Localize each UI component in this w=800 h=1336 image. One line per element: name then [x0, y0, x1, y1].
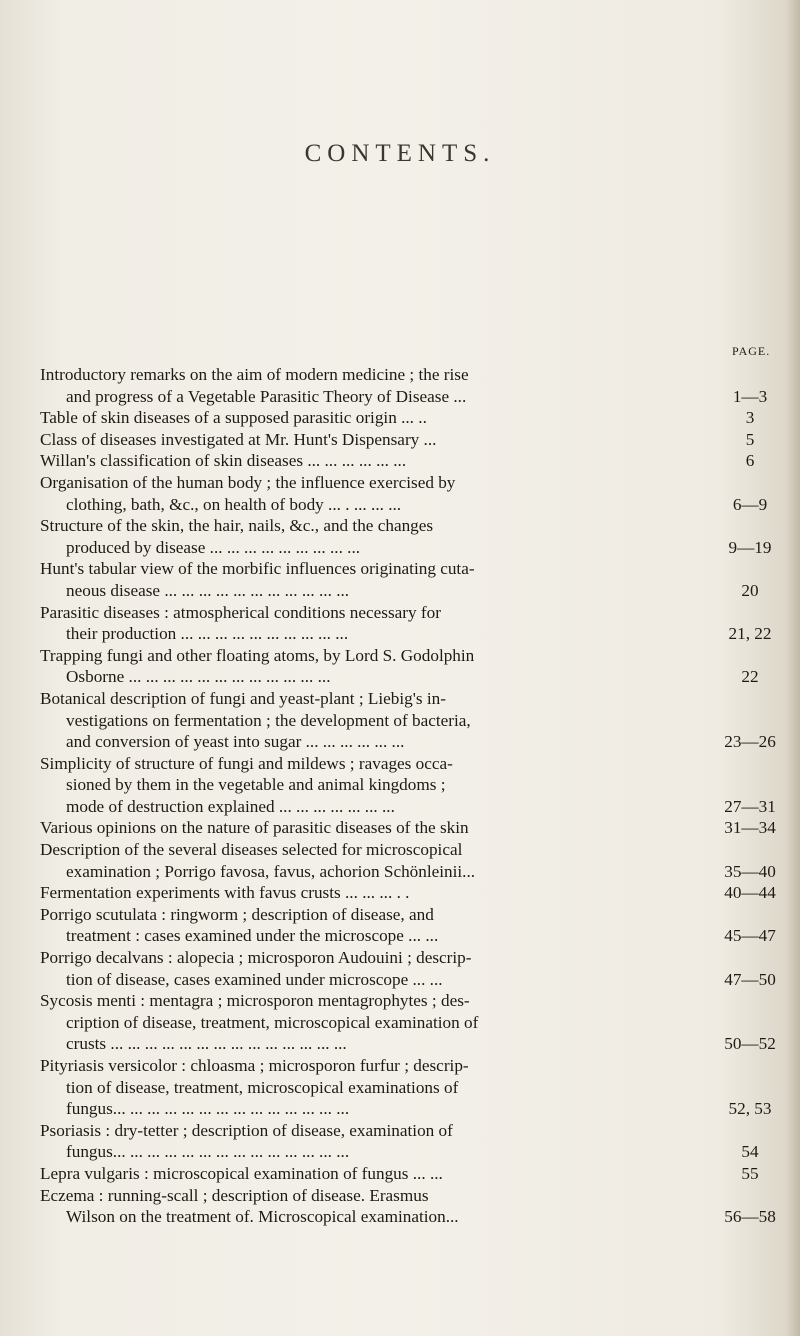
toc-entry	[40, 602, 778, 645]
toc-page-number: 6	[745, 451, 755, 471]
toc-page-number: 22	[741, 667, 759, 687]
toc-entry-line: Porrigo decalvans : alopecia ; microsporon Audouini ; descrip-	[40, 948, 472, 968]
page-title: CONTENTS.	[304, 140, 496, 167]
toc-entry-line: and conversion of yeast into sugar ... ... ... ... ... ...	[66, 732, 405, 752]
toc-entry	[40, 1163, 778, 1185]
page-edge-shadow	[786, 0, 800, 1336]
toc-entry-line: Hunt's tabular view of the morbific influences originating cuta-	[40, 559, 475, 579]
toc-entry-line: Parasitic diseases : atmospherical conditions necessary for	[40, 602, 441, 622]
toc-page-number: 31—34	[724, 818, 776, 838]
toc-entry	[40, 817, 778, 839]
toc-page-number: 56—58	[724, 1207, 776, 1227]
toc-entry	[40, 688, 778, 753]
table-of-contents	[40, 364, 778, 1228]
toc-page-number: 27—31	[724, 796, 776, 816]
toc-entry	[40, 1185, 778, 1228]
toc-entry-line: fungus... ... ... ... ... ... ... ... ... ... ... ... ... ...	[66, 1099, 350, 1119]
toc-entry	[40, 882, 778, 904]
toc-entry-line: neous disease ... ... ... ... ... ... ... ... ... ... ...	[66, 580, 350, 600]
toc-entry-line: vestigations on fermentation ; the development of bacteria,	[66, 710, 471, 730]
toc-entry-line: crusts ... ... ... ... ... ... ... ... ... ... ... ... ... ...	[66, 1034, 347, 1054]
toc-entry-line: Description of the several diseases selected for microscopical	[40, 840, 463, 860]
toc-entry-line: tion of disease, cases examined under microscope ... ...	[66, 969, 443, 989]
toc-page-number: 6—9	[732, 494, 768, 514]
toc-entry-line: examination ; Porrigo favosa, favus, achorion Schönleinii...	[66, 861, 476, 881]
toc-page-number: 45—47	[724, 926, 776, 946]
toc-page-number: 1—3	[732, 386, 768, 406]
toc-page-number: 23—26	[724, 732, 776, 752]
toc-entry-line: Porrigo scutulata : ringworm ; description of disease, and	[40, 904, 434, 924]
toc-entry-line: Osborne ... ... ... ... ... ... ... ... ... ... ... ...	[66, 667, 331, 687]
toc-entry-line: fungus... ... ... ... ... ... ... ... ... ... ... ... ... ...	[66, 1142, 350, 1162]
page-column-label: PAGE.	[732, 344, 771, 358]
toc-entry-line: Lepra vulgaris : microscopical examination of fungus ... ...	[40, 1163, 443, 1183]
toc-entry	[40, 472, 778, 515]
toc-page-number: 5	[745, 429, 755, 449]
toc-entry	[40, 990, 778, 1055]
toc-entry	[40, 839, 778, 882]
toc-entry-line: Psoriasis : dry-tetter ; description of disease, examination of	[40, 1120, 453, 1140]
toc-entry-line: and progress of a Vegetable Parasitic Theory of Disease ...	[66, 386, 467, 406]
toc-entry-line: Wilson on the treatment of. Microscopical examination...	[66, 1207, 459, 1227]
toc-page-number: 54	[741, 1142, 759, 1162]
toc-entry	[40, 515, 778, 558]
toc-entry-line: cription of disease, treatment, microscopical examination of	[66, 1012, 479, 1032]
toc-entry-line: treatment : cases examined under the microscope ... ...	[66, 926, 439, 946]
toc-page-number: 20	[741, 580, 759, 600]
toc-entry-line: produced by disease ... ... ... ... ... ... ... ... ...	[66, 537, 361, 557]
toc-page-number: 9—19	[728, 537, 772, 557]
toc-entry-line: Eczema : running-scall ; description of disease. Erasmus	[40, 1185, 429, 1205]
toc-entry-line: Class of diseases investigated at Mr. Hunt's Dispensary ...	[40, 429, 437, 449]
toc-entry	[40, 904, 778, 947]
toc-entry-line: sioned by them in the vegetable and animal kingdoms ;	[66, 775, 446, 795]
toc-entry-line: Willan's classification of skin diseases ... ... ... ... ... ...	[40, 451, 407, 471]
toc-entry	[40, 429, 778, 451]
toc-page-number: 55	[741, 1163, 759, 1183]
toc-entry-line: Structure of the skin, the hair, nails, &c., and the changes	[40, 516, 434, 536]
toc-entry-line: tion of disease, treatment, microscopical examinations of	[66, 1077, 459, 1097]
toc-page-number: 40—44	[724, 883, 776, 903]
toc-entry-line: clothing, bath, &c., on health of body ... . ... ... ...	[66, 494, 402, 514]
toc-page-number: 21, 22	[728, 624, 772, 644]
toc-page-number: 3	[745, 408, 755, 428]
toc-entry-line: Sycosis menti : mentagra ; microsporon mentagrophytes ; des-	[40, 991, 470, 1011]
toc-entry-line: mode of destruction explained ... ... ... ... ... ... ...	[66, 796, 395, 816]
toc-entry	[40, 947, 778, 990]
toc-entry	[40, 1055, 778, 1120]
toc-page-number: 50—52	[724, 1034, 776, 1054]
toc-entry-line: Trapping fungi and other floating atoms, by Lord S. Godolphin	[40, 645, 475, 665]
toc-entry	[40, 645, 778, 688]
toc-page-number: 35—40	[724, 861, 776, 881]
toc-entry-line: Various opinions on the nature of parasitic diseases of the skin	[40, 818, 469, 838]
toc-entry-line: their production ... ... ... ... ... ... ... ... ... ...	[66, 624, 349, 644]
toc-entry	[40, 1120, 778, 1163]
toc-entry	[40, 558, 778, 601]
toc-entry-line: Botanical description of fungi and yeast-plant ; Liebig's in-	[40, 688, 446, 708]
toc-entry-line: Organisation of the human body ; the influence exercised by	[40, 472, 456, 492]
toc-entry-line: Simplicity of structure of fungi and mildews ; ravages occa-	[40, 753, 453, 773]
toc-entry-line: Pityriasis versicolor : chloasma ; microsporon furfur ; descrip-	[40, 1056, 469, 1075]
toc-entry	[40, 407, 778, 429]
toc-entry	[40, 364, 778, 407]
toc-page-number: 47—50	[724, 969, 776, 989]
toc-entry-line: Table of skin diseases of a supposed parasitic origin ... ..	[40, 408, 427, 428]
toc-page-number: 52, 53	[728, 1099, 772, 1119]
toc-entry-line: Introductory remarks on the aim of modern medicine ; the rise	[40, 365, 469, 384]
toc-entry-line: Fermentation experiments with favus crusts ... ... ... . .	[40, 883, 410, 903]
toc-entry	[40, 753, 778, 818]
toc-entry	[40, 450, 778, 472]
